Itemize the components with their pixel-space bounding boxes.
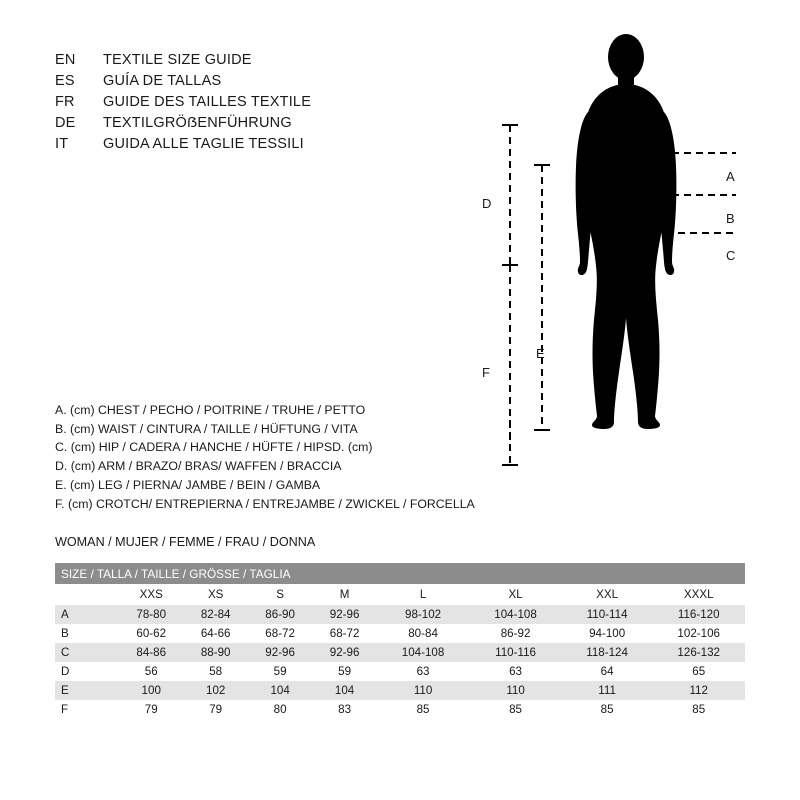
col-header-xxl: XXL — [562, 584, 653, 605]
cell: 88-90 — [183, 643, 247, 662]
table-row — [55, 643, 745, 662]
cell: 82-84 — [183, 605, 247, 624]
table-row — [55, 700, 745, 719]
cell: 111 — [562, 681, 653, 700]
dim-label-a: A — [726, 169, 735, 184]
col-header-m: M — [312, 584, 376, 605]
cell: 63 — [377, 662, 470, 681]
cell: 104 — [248, 681, 312, 700]
cell: 65 — [652, 662, 745, 681]
title-row — [55, 136, 475, 157]
size-table — [55, 563, 745, 719]
gender-heading: WOMAN / MUJER / FEMME / FRAU / DONNA — [55, 535, 316, 549]
cell: 79 — [183, 700, 247, 719]
cell: 85 — [562, 700, 653, 719]
cell: 102-106 — [652, 624, 745, 643]
cell: 86-92 — [469, 624, 562, 643]
cell: 68-72 — [248, 624, 312, 643]
cell: 92-96 — [248, 643, 312, 662]
cell: 80 — [248, 700, 312, 719]
cell: 85 — [652, 700, 745, 719]
cell: 116-120 — [652, 605, 745, 624]
cell: 56 — [119, 662, 183, 681]
col-header-l: L — [377, 584, 470, 605]
cell: 59 — [248, 662, 312, 681]
dim-label-e: E — [536, 346, 545, 361]
row-label-c: C — [55, 643, 119, 662]
table-row — [55, 624, 745, 643]
cell: 78-80 — [119, 605, 183, 624]
cell: 110 — [377, 681, 470, 700]
cell: 60-62 — [119, 624, 183, 643]
cell: 104-108 — [377, 643, 470, 662]
dim-label-b: B — [726, 211, 735, 226]
cell: 100 — [119, 681, 183, 700]
table-header-row — [55, 584, 745, 605]
title-text-de: TEXTILGRÖẞENFÜHRUNG — [103, 115, 292, 131]
title-lang-de: DE — [55, 115, 76, 131]
cell: 104 — [312, 681, 376, 700]
col-header-blank — [55, 584, 119, 605]
col-header-xxs: XXS — [119, 584, 183, 605]
title-block — [55, 52, 475, 157]
title-row — [55, 73, 475, 94]
legend-item-a: A. (cm) CHEST / PECHO / POITRINE / TRUHE / PETTO — [55, 403, 366, 417]
table-row — [55, 662, 745, 681]
legend-item-c: C. (cm) HIP / CADERA / HANCHE / HÜFTE / HIPSD. (cm) — [55, 440, 373, 455]
table-band-label: SIZE / TALLA / TAILLE / GRÖSSE / TAGLIA — [55, 563, 745, 584]
table-band-header — [55, 563, 745, 584]
title-lang-it: IT — [55, 136, 69, 152]
cell: 112 — [652, 681, 745, 700]
legend-block — [55, 401, 575, 513]
legend-item-d: D. (cm) ARM / BRAZO/ BRAS/ WAFFEN / BRACCIA — [55, 459, 342, 474]
legend-item-e: E. (cm) LEG / PIERNA/ JAMBE / BEIN / GAMBA — [55, 477, 321, 492]
cell: 63 — [469, 662, 562, 681]
cell: 85 — [469, 700, 562, 719]
row-label-d: D — [55, 662, 119, 681]
table-row — [55, 605, 745, 624]
title-row — [55, 52, 475, 73]
cell: 118-124 — [562, 643, 653, 662]
legend-item-f: F. (cm) CROTCH/ ENTREPIERNA / ENTREJAMBE / ZWICKEL / FORCELLA — [55, 496, 475, 511]
row-label-e: E — [55, 681, 119, 700]
title-text-en: TEXTILE SIZE GUIDE — [103, 52, 252, 68]
dim-label-f: F — [482, 365, 490, 380]
title-text-fr: GUIDE DES TAILLES TEXTILE — [103, 94, 312, 110]
title-lang-es: ES — [55, 73, 75, 89]
cell: 94-100 — [562, 624, 653, 643]
cell: 59 — [312, 662, 376, 681]
title-text-it: GUIDA ALLE TAGLIE TESSILI — [103, 136, 304, 152]
row-label-a: A — [55, 605, 119, 624]
cell: 110-116 — [469, 643, 562, 662]
row-label-f: F — [55, 700, 119, 719]
table-row — [55, 681, 745, 700]
col-header-s: S — [248, 584, 312, 605]
cell: 98-102 — [377, 605, 470, 624]
female-silhouette-icon — [440, 20, 780, 440]
cell: 79 — [119, 700, 183, 719]
dim-label-d: D — [482, 196, 492, 211]
title-row — [55, 94, 475, 115]
cell: 92-96 — [312, 605, 376, 624]
cell: 86-90 — [248, 605, 312, 624]
cell: 102 — [183, 681, 247, 700]
cell: 126-132 — [652, 643, 745, 662]
col-header-xl: XL — [469, 584, 562, 605]
row-label-b: B — [55, 624, 119, 643]
cell: 84-86 — [119, 643, 183, 662]
legend-item-b: B. (cm) WAIST / CINTURA / TAILLE / HÜFTUNG / VITA — [55, 421, 358, 436]
dim-label-c: C — [726, 248, 736, 263]
col-header-xs: XS — [183, 584, 247, 605]
cell: 92-96 — [312, 643, 376, 662]
title-lang-en: EN — [55, 52, 76, 68]
title-row — [55, 115, 475, 136]
cell: 68-72 — [312, 624, 376, 643]
cell: 110-114 — [562, 605, 653, 624]
cell: 83 — [312, 700, 376, 719]
cell: 64-66 — [183, 624, 247, 643]
body-figure-diagram — [440, 20, 780, 440]
title-lang-fr: FR — [55, 94, 75, 110]
cell: 110 — [469, 681, 562, 700]
col-header-xxxl: XXXL — [652, 584, 745, 605]
cell: 58 — [183, 662, 247, 681]
cell: 104-108 — [469, 605, 562, 624]
title-text-es: GUÍA DE TALLAS — [103, 73, 222, 89]
cell: 85 — [377, 700, 470, 719]
cell: 80-84 — [377, 624, 470, 643]
cell: 64 — [562, 662, 653, 681]
